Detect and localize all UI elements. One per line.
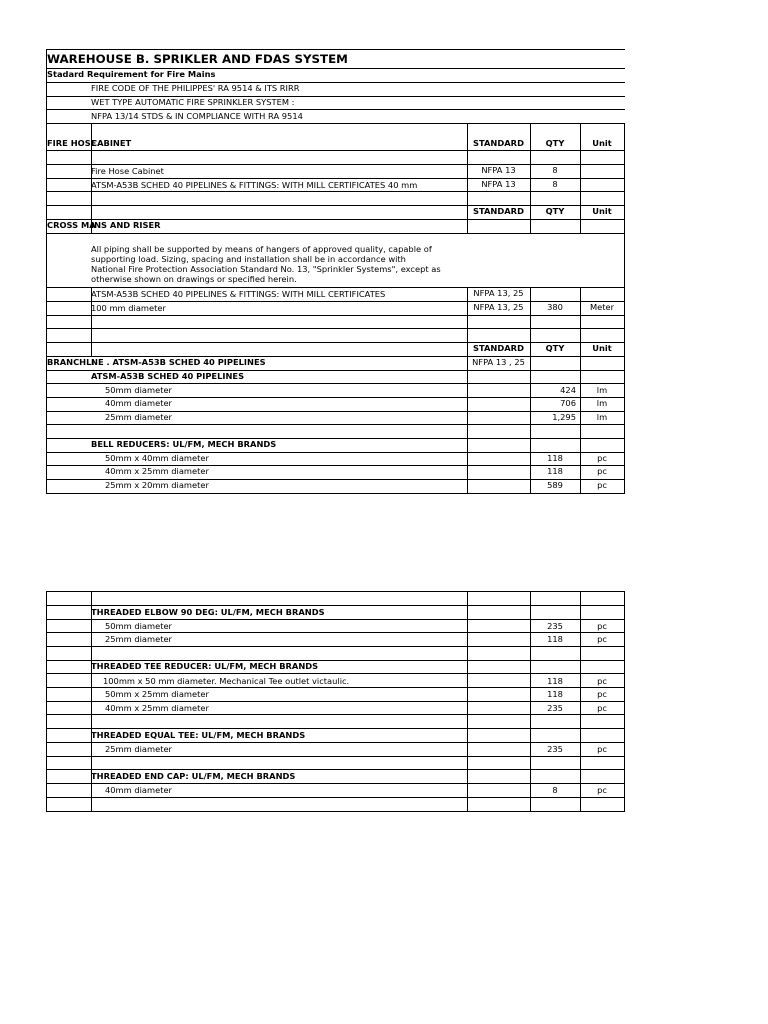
grid-line [46,756,625,757]
item-qty: 8 [552,165,558,175]
item-qty: 1,295 [552,412,576,422]
item-qty: 118 [547,676,563,686]
unit-header: Unit [592,138,612,148]
item-description: 50mm diameter [105,385,172,395]
item-description: 40mm diameter [105,398,172,408]
item-qty: 424 [560,385,576,395]
item-qty: 589 [547,480,563,490]
unit-header: Unit [592,206,612,216]
grid-line [624,591,625,812]
subsection-heading: THREADED TEE REDUCER: UL/FM, MECH BRANDS [91,661,319,671]
item-qty: 8 [552,785,558,795]
item-standard: NFPA 13 [481,179,516,189]
section-label: INS AND RISER [91,220,161,230]
item-standard: NFPA 13, 25 [473,288,524,298]
subsection-heading: THREADED ELBOW 90 DEG: UL/FM, MECH BRANDS [91,607,325,617]
item-standard: NFPA 13 [481,165,516,175]
standard-header: STANDARD [473,138,524,148]
section-label: CROSS MA [47,220,96,230]
grid-line [46,49,625,50]
item-qty: 8 [552,179,558,189]
qty-header: QTY [545,343,565,353]
item-unit: lm [596,398,608,408]
item-qty: 706 [560,398,576,408]
grid-line [46,315,625,316]
requirement-line: NFPA 13/14 STDS & IN COMPLIANCE WITH RA 9514 [91,111,303,121]
item-qty: 235 [547,744,563,754]
qty-header: QTY [545,138,565,148]
item-unit: pc [597,785,607,795]
standard-header: STANDARD [473,343,524,353]
item-unit: pc [597,634,607,644]
grid-line [46,646,625,647]
item-unit: lm [596,412,608,422]
item-unit: pc [597,703,607,713]
grid-line [46,811,625,812]
item-description: 50mm diameter [105,621,172,631]
grid-line [46,287,625,288]
subsection-heading: THREADED END CAP: UL/FM, MECH BRANDS [91,771,296,781]
grid-line [46,233,625,234]
item-description: 100mm x 50 mm diameter. Mechanical Tee outlet victaulic. [103,676,350,686]
grid-line [46,701,625,702]
grid-line [46,742,625,743]
grid-line [46,109,625,110]
item-description: 100 mm diameter [91,303,166,313]
item-qty: 118 [547,634,563,644]
item-description: 50mm x 40mm diameter [105,453,209,463]
grid-line [46,424,625,425]
item-description: 25mm diameter [105,744,172,754]
grid-line [46,328,625,329]
standard-header: STANDARD [473,206,524,216]
subsection-heading: BELL REDUCERS: UL/FM, MECH BRANDS [91,439,277,449]
note-line: otherwise shown on drawings or specified herein. [91,274,297,284]
item-description: ATSM-A53B SCHED 40 PIPELINES & FITTINGS: WITH MILL CERTIFICATES [91,289,386,299]
item-standard: NFPA 13 , 25 [472,357,525,367]
grid-line [46,797,625,798]
subsection-heading: ATSM-A53B SCHED 40 PIPELINES [91,371,245,381]
grid-line [46,673,625,674]
document-title: WAREHOUSE B. SPRIKLER AND FDAS SYSTEM [47,52,348,66]
item-description: 25mm diameter [105,412,172,422]
grid-line [46,493,625,494]
item-qty: 380 [547,302,563,312]
item-unit: pc [597,676,607,686]
item-unit: pc [597,480,607,490]
grid-line [46,591,47,812]
note-line: All piping shall be supported by means of hangers of approved quality, capable of [91,244,432,254]
grid-line [46,619,625,620]
qty-header: QTY [545,206,565,216]
item-unit: pc [597,744,607,754]
grid-line [46,687,625,688]
grid-line [46,728,625,729]
document-subtitle: Stadard Requirement for Fire Mains [47,69,216,79]
section-label: CABINET [91,138,132,148]
item-description: 25mm diameter [105,634,172,644]
section-label: FIRE HOSE [47,138,97,148]
item-description: 50mm x 25mm diameter [105,689,209,699]
grid-line [46,632,625,633]
item-description: 40mm x 25mm diameter [105,466,209,476]
item-qty: 118 [547,689,563,699]
item-unit: pc [597,466,607,476]
requirement-line: WET TYPE AUTOMATIC FIRE SPRINKLER SYSTEM : [91,97,295,107]
item-unit: Meter [589,302,615,312]
grid-line [46,714,625,715]
subsection-heading: THREADED EQUAL TEE: UL/FM, MECH BRANDS [91,730,306,740]
grid-line [46,49,47,494]
item-description: 25mm x 20mm diameter [105,480,209,490]
section-label: NE . ATSM-A53B SCHED 40 PIPELINES [91,357,266,367]
grid-line [46,591,625,592]
item-description: 40mm diameter [105,785,172,795]
section-label: BRANCHLI [47,357,95,367]
note-line: supporting load. Sizing, spacing and installation shall be in accordance with [91,254,406,264]
item-description: Fire Hose Cabinet [91,166,164,176]
grid-line [46,150,625,151]
grid-line [467,287,468,494]
grid-line [46,783,625,784]
unit-header: Unit [592,343,612,353]
grid-line [46,383,625,384]
requirement-line: FIRE CODE OF THE PHILIPPES' RA 9514 & ITS RIRR [91,83,300,93]
grid-line [46,769,625,770]
item-description: ATSM-A53B SCHED 40 PIPELINES & FITTINGS: WITH MILL CERTIFICATES 40 mm [91,180,418,190]
grid-line [46,605,625,606]
item-unit: pc [597,453,607,463]
item-qty: 118 [547,453,563,463]
grid-line [624,123,625,494]
item-qty: 235 [547,703,563,713]
grid-line [46,191,625,192]
item-qty: 118 [547,466,563,476]
item-description: 40mm x 25mm diameter [105,703,209,713]
item-standard: NFPA 13, 25 [473,302,524,312]
note-line: National Fire Protection Association Standard No. 13, "Sprinkler Systems", except as [91,264,441,274]
item-unit: lm [596,385,608,395]
item-qty: 235 [547,621,563,631]
grid-line [467,591,468,812]
item-unit: pc [597,621,607,631]
item-unit: pc [597,689,607,699]
grid-line [46,123,625,124]
